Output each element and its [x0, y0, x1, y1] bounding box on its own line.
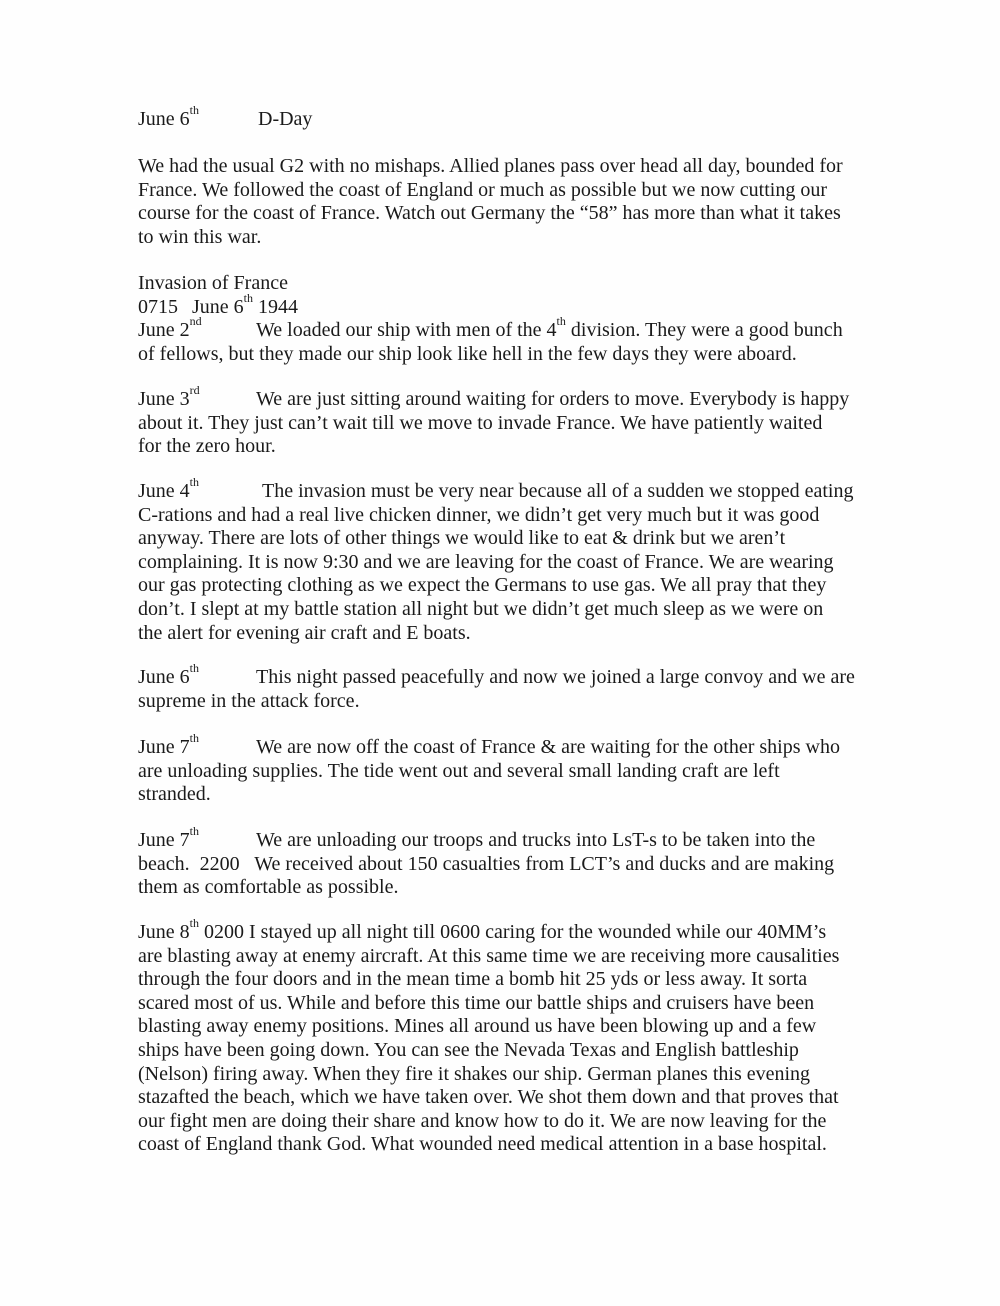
entry-date: June 7 — [138, 829, 190, 851]
section-year: 1944 — [258, 295, 299, 318]
diary-entry — [138, 383, 868, 459]
section-time: 0715 — [138, 295, 178, 318]
entry-date-suffix: th — [189, 731, 200, 746]
entry-line: blasting away enemy positions. Mines all around us have been blowing up and a few — [138, 1015, 817, 1038]
entry-text: 0200 I stayed up all night till 0600 caring for the wounded while our 40MM’s — [199, 921, 827, 943]
entry-text: This night passed peacefully and now we joined a large convoy and we are — [256, 666, 855, 688]
section-date: June 6 — [192, 295, 244, 318]
entry-line: of fellows, but they made our ship look like hell in the few days they were aboard. — [138, 342, 797, 365]
section-datetime — [138, 290, 868, 320]
entry-text: We are now off the coast of France & are waiting for the other ships who — [256, 736, 840, 758]
header-date-suffix: th — [189, 103, 200, 118]
entry-date: June 4 — [138, 480, 190, 502]
entry-text: The invasion must be very near because all of a sudden we stopped eating — [262, 480, 854, 502]
entry-line: complaining. It is now 9:30 and we are leaving for the coast of France. We are wearing — [138, 550, 834, 573]
entry-line: scared most of us. While and before this time our battle ships and cruisers have been — [138, 991, 815, 1014]
intro-paragraph — [138, 155, 868, 249]
entry-line: stranded. — [138, 783, 211, 806]
entry-line: coast of England thank God. What wounded need medical attention in a base hospital. — [138, 1133, 827, 1156]
entry-date-suffix: th — [189, 824, 200, 839]
entry-date-suffix: rd — [189, 383, 200, 398]
entry-date: June 6 — [138, 666, 190, 688]
section-title: Invasion of France — [138, 272, 288, 294]
entry-text-sup: th — [556, 314, 566, 329]
entry-line: anyway. There are lots of other things we would like to eat & drink but we aren’t — [138, 527, 786, 550]
intro-line: We had the usual G2 with no mishaps. Allied planes pass over head all day, bounded for — [138, 155, 843, 177]
entry-line: stazafted the beach, which we have taken over. We shot them down and that proves that — [138, 1086, 839, 1109]
document-header — [138, 103, 868, 132]
intro-line: to win this war. — [138, 225, 262, 248]
entry-date: June 7 — [138, 736, 190, 758]
section-date-suffix: th — [243, 290, 254, 305]
header-title: D-Day — [258, 108, 313, 130]
entry-line: about it. They just can’t wait till we move to invade France. We have patiently waited — [138, 411, 823, 434]
diary-entry — [138, 475, 868, 645]
diary-entry — [138, 731, 868, 807]
section-heading — [138, 272, 868, 319]
diary-entry — [138, 824, 868, 900]
entry-line: don’t. I slept at my battle station all night but we didn’t get much sleep as we were on — [138, 597, 824, 620]
entry-text: We are just sitting around waiting for orders to move. Everybody is happy — [256, 388, 850, 410]
entry-line: C-rations and had a real live chicken dinner, we didn’t get very much but it was good — [138, 503, 820, 526]
entry-line: supreme in the attack force. — [138, 689, 360, 712]
entry-line: (Nelson) firing away. When they fire it shakes our ship. German planes this evening — [138, 1062, 811, 1085]
entry-line: for the zero hour. — [138, 435, 276, 458]
diary-entry — [138, 314, 868, 366]
entry-line: through the four doors and in the mean time a bomb hit 25 yds or less away. It sorta — [138, 968, 808, 991]
entry-line: the alert for evening air craft and E boats. — [138, 621, 471, 644]
entry-date-suffix: nd — [189, 314, 202, 329]
entry-line: ships have been going down. You can see the Nevada Texas and English battleship — [138, 1038, 799, 1061]
entry-date-suffix: th — [189, 661, 200, 676]
entry-line: them as comfortable as possible. — [138, 876, 399, 899]
entry-text: division. They were a good bunch — [565, 319, 843, 341]
entry-date-suffix: th — [189, 475, 200, 490]
intro-line: course for the coast of France. Watch out Germany the “58” has more than what it takes — [138, 202, 841, 225]
entry-date: June 2 — [138, 319, 190, 341]
entry-line: beach. 2200 We received about 150 casualties from LCT’s and ducks and are making — [138, 852, 835, 875]
entry-text: We loaded our ship with men of the 4 — [256, 319, 557, 341]
diary-entry — [138, 661, 868, 713]
diary-entry — [138, 916, 868, 1157]
entry-line: our fight men are doing their share and know how to do it. We are now leaving for the — [138, 1109, 827, 1132]
entry-text: We are unloading our troops and trucks into LsT-s to be taken into the — [256, 829, 816, 851]
entry-line: are unloading supplies. The tide went out and several small landing craft are left — [138, 759, 780, 782]
entry-line: our gas protecting clothing as we expect the Germans to use gas. We all pray that they — [138, 574, 827, 597]
header-date: June 6 — [138, 108, 190, 130]
entry-line: are blasting away at enemy aircraft. At this same time we are receiving more causalities — [138, 944, 840, 967]
entry-date: June 8 — [138, 921, 190, 943]
entry-date: June 3 — [138, 388, 190, 410]
intro-line: France. We followed the coast of England or much as possible but we now cutting our — [138, 178, 827, 201]
entry-date-suffix: th — [189, 916, 200, 931]
